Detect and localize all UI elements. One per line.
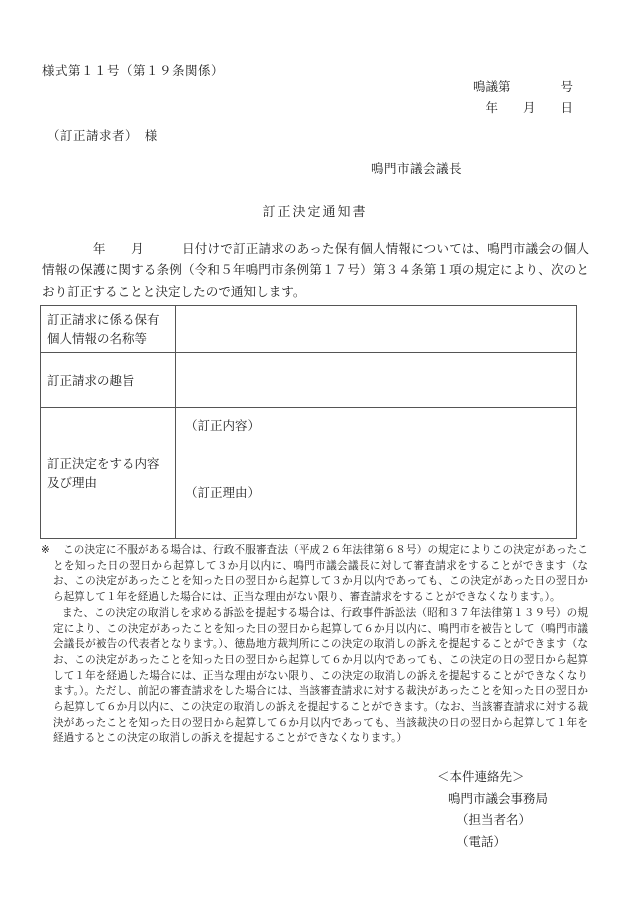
note-paragraph-1: この決定に不服がある場合は、行政不服審査法（平成２６年法律第６８号）の規定によりこの決定があったことを知った日の翌日から起算して３か月以内に、鳴門市議会議長に対して審査請求をすることができます（なお、この決定があったことを知った日の翌日から起算して３か月以内であっても、この決定があった日の翌日から起算して１年を経過した場合には、正当な理由がない限り、審査請求をすることができなくなります。）。 <box>53 544 588 604</box>
date-line: 年 月 日 <box>485 99 573 115</box>
correction-content-label: （訂正内容） <box>185 418 261 433</box>
correction-reason-label: （訂正理由） <box>185 485 261 500</box>
table-row-name <box>41 306 577 353</box>
note-paragraph-2: また、この決定の取消しを求める訴訟を提起する場合は、行政事件訴訟法（昭和３７年法律第１３９号）の規定により、この決定があったことを知った日の翌日から起算して６か月以内に、鳴門市を被告として（鳴門市議会議長が被告の代表者となります。）、徳島地方裁判所にこの決定の取消しの訴えを提起することができます（なお、この決定があったことを知った日の翌日から起算して６か月以内であっても、この決定の日の翌日から起算して１年を経過した場合には、正当な理由がない限り、この決定の取消しの訴えを提起することができなくなります。）。ただし、前記の審査請求をした場合には、当該審査請求に対する裁決があったことを知った日の翌日から起算して６か月以内に、この決定の取消しの訴えを提起することができます。（なお、当該審査請求に対する裁決があったことを知った日の翌日から起算して６か月以内であっても、当該裁決の日の翌日から起算して１年を経過するとこの決定の取消しの訴えを提起することができなくなります。） <box>53 606 588 745</box>
contact-block <box>437 766 548 852</box>
correction-table <box>40 305 577 539</box>
document-title: 訂正決定通知書 <box>262 205 368 220</box>
note-marker: ※ <box>41 544 50 556</box>
table-row-decision <box>41 408 577 539</box>
contact-label: ＜本件連絡先＞ <box>437 769 525 784</box>
table-row-purport <box>41 353 577 408</box>
addressee-line: （訂正請求者） 様 <box>47 128 158 143</box>
row-value-purport <box>176 353 577 408</box>
sender-line: 鳴門市議会議長 <box>371 161 463 176</box>
row-value-name <box>176 306 577 353</box>
row-value-decision <box>176 408 577 539</box>
notes-section <box>41 543 588 747</box>
note-paragraph-1-wrap <box>41 543 588 606</box>
contact-person: （担当者名） <box>456 812 532 827</box>
form-number: 様式第１１号（第１９条関係） <box>42 63 225 78</box>
row-label-decision: 訂正決定をする内容及び理由 <box>41 408 176 539</box>
body-paragraph: 年 月 日付けで訂正請求のあった保有個人情報については、鳴門市議会の個人情報の保護に関する条例（令和５年鳴門市条例第１７号）第３４条第１項の規定により、次のとおり訂正することと決定したので通知します。 <box>42 241 589 299</box>
contact-office: 鳴門市議会事務局 <box>448 790 549 806</box>
doc-number-line: 鳴議第 号 <box>472 79 573 94</box>
row-label-purport: 訂正請求の趣旨 <box>41 353 176 408</box>
contact-phone: （電話） <box>456 833 507 849</box>
document-number-block <box>473 77 573 118</box>
row-label-name: 訂正請求に係る保有個人情報の名称等 <box>41 306 176 353</box>
